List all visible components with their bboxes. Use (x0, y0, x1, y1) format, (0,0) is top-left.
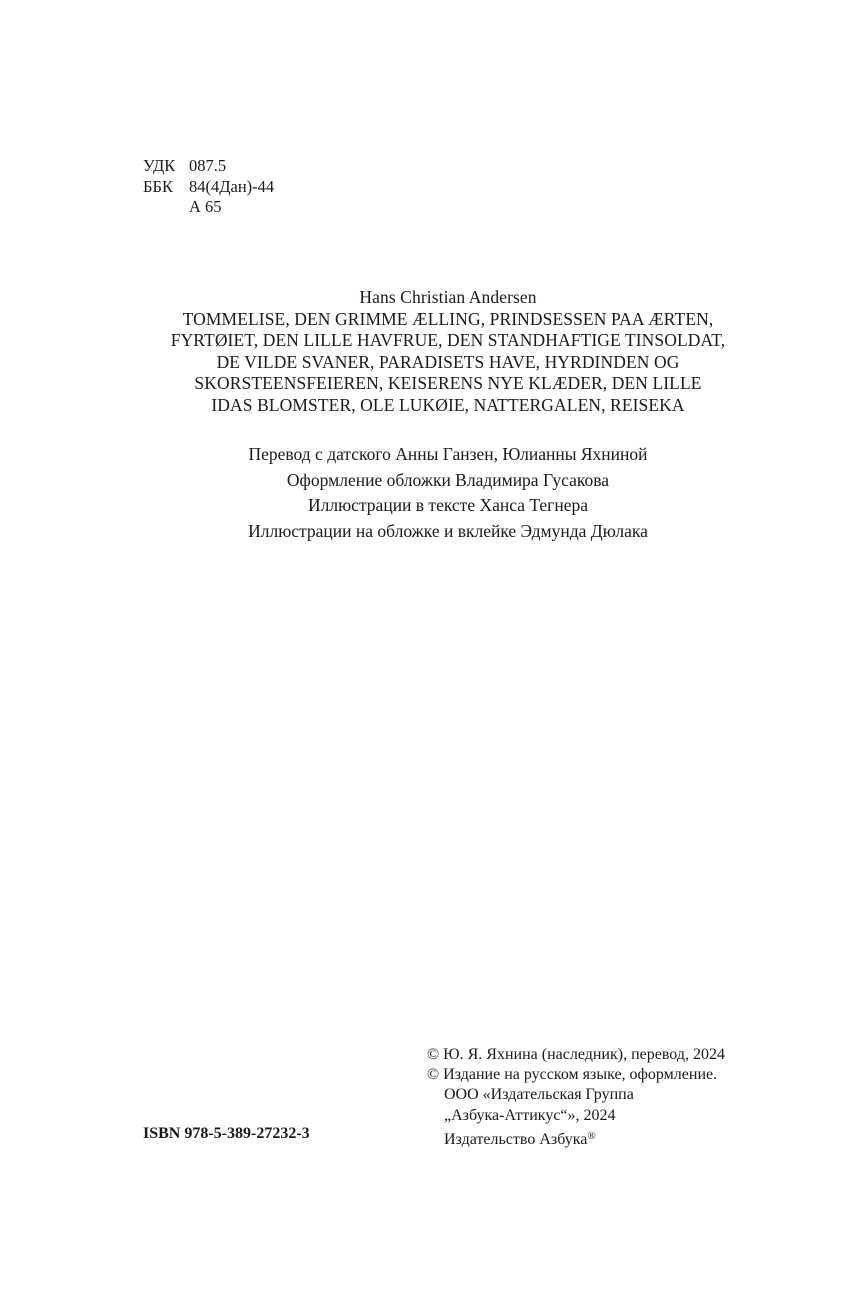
author-sign-row (143, 197, 274, 218)
copyright-edition: © Издание на русском языке, оформление. (427, 1066, 718, 1084)
original-title-line: TOMMELISE, DEN GRIMME ÆLLING, PRINDSESSEN PAA ÆRTEN, (182, 308, 714, 329)
text-illustrations-credit: Иллюстрации в тексте Ханса Тегнера (308, 495, 588, 516)
original-title-line: SKORSTEENSFEIEREN, KEISERENS NYE KLÆDER, DEN LILLE (194, 373, 702, 393)
udk-value: 087.5 (189, 156, 227, 175)
original-title-line: IDAS BLOMSTER, OLE LUKØIE, NATTERGALEN, REISEKA (211, 394, 685, 415)
udk-label: УДК (143, 156, 176, 175)
credits-block (0, 442, 856, 544)
classification-block (143, 156, 274, 218)
imprint-name: Издательство Азбука (444, 1130, 588, 1148)
bbk-label: ББК (143, 176, 173, 196)
translation-credit: Перевод с датского Анны Ганзен, Юлианны Яхниной (248, 444, 648, 464)
bbk-value: 84(4Дан)-44 (189, 176, 275, 196)
bbk-row (143, 177, 274, 198)
copyright-block (427, 1045, 725, 1150)
author-sign: А 65 (189, 197, 222, 216)
copyright-imprint (427, 1126, 725, 1150)
registered-mark: ® (587, 1129, 596, 1142)
cover-illustrations-credit: Иллюстрации на обложке и вклейке Эдмунда Дюлака (248, 520, 648, 541)
original-title-block (0, 287, 856, 416)
copyright-publisher-group: ООО «Издательская Группа (444, 1086, 634, 1104)
isbn: ISBN 978-5-389-27232-3 (143, 1125, 310, 1142)
copyright-publisher-name: „Азбука-Аттикус“», 2024 (444, 1106, 616, 1124)
original-title-line: DE VILDE SVANER, PARADISETS HAVE, HYRDINDEN OG (216, 351, 680, 372)
original-titles (148, 309, 748, 417)
original-title-line: FYRTØIET, DEN LILLE HAVFRUE, DEN STANDHAFTIGE TINSOLDAT, (170, 330, 726, 350)
original-author: Hans Christian Andersen (359, 287, 537, 307)
cover-design-credit: Оформление обложки Владимира Гусакова (286, 469, 610, 490)
copyright-translation: © Ю. Я. Яхнина (наследник), перевод, 2024 (427, 1046, 725, 1063)
udk-row (143, 156, 274, 177)
